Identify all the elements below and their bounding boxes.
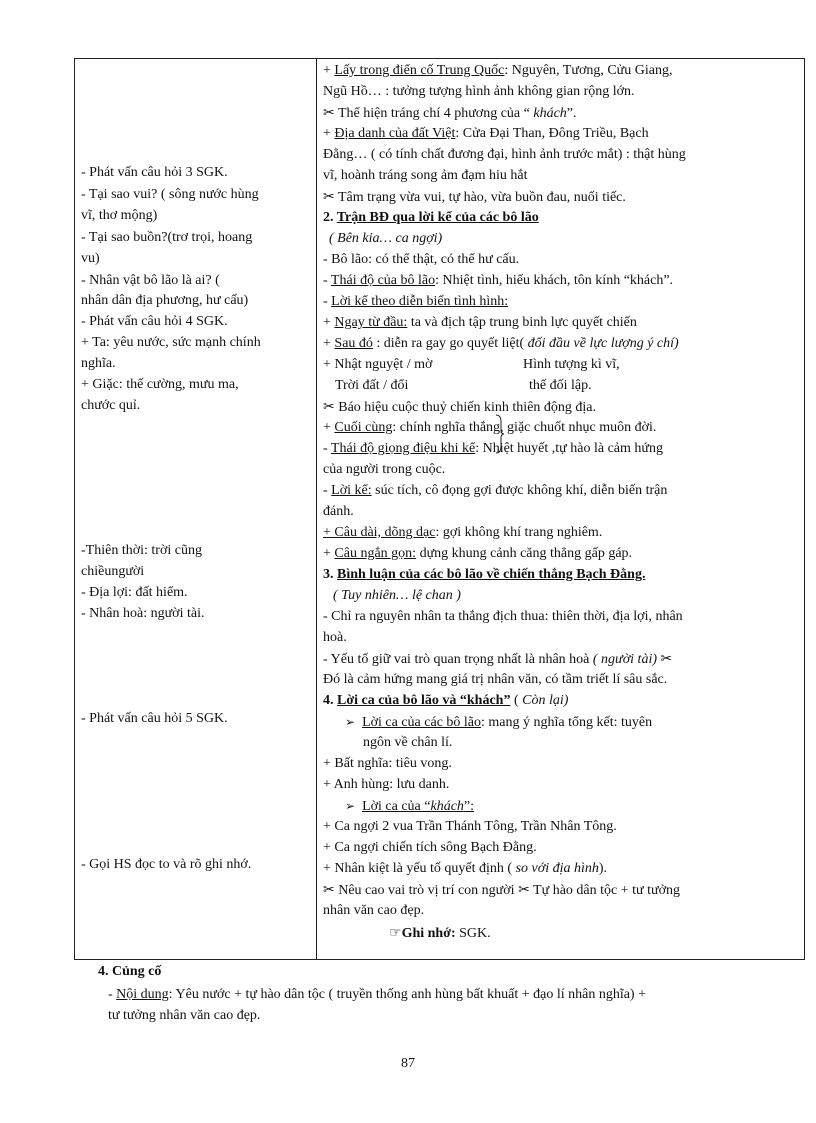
underlined-term: Cuối cùng [334, 420, 393, 435]
content-text: ta và địch tập trung binh lực quyết chiến [407, 315, 637, 330]
content-text: Báo hiệu cuộc thuỷ chiến kinh thiên động địa. [334, 400, 597, 415]
section-heading-cung-co: 4. Củng cố [98, 964, 162, 979]
underlined-term: Ngay từ đầu: [334, 315, 408, 330]
left-line: vu) [81, 251, 100, 266]
content-text: : Nhiệt huyết ,tự hào là cảm hứng [475, 441, 663, 456]
content-line [323, 649, 672, 670]
underlined-term: Thái độ của bô lão [330, 273, 436, 288]
content-line [323, 397, 596, 418]
underlined-term: Sau đó [334, 336, 373, 351]
content-text: súc tích, cô đọng gợi được không khí, diễn biến trận [371, 483, 668, 498]
scissors-icon: ✂ [323, 105, 335, 121]
content-text: : mang ý nghĩa tổng kết: tuyên [481, 715, 653, 730]
content-line: Đó là cảm hứng mang giá trị nhân văn, có tầm triết lí sâu sắc. [323, 672, 668, 687]
content-line: + Lấy trong điển cố Trung Quốc: Nguyên, Tương, Cửu Giang, [323, 63, 673, 78]
heading-text: Trận BĐ qua lời kể của các bô lão [336, 210, 539, 225]
content-line: + Anh hùng: lưu danh. [323, 777, 450, 792]
left-line: + Giặc: thế cường, mưu ma, [81, 377, 239, 392]
content-text: Thể hiện tráng chí 4 phương của “ [334, 106, 534, 121]
heading-text: Bình luận của các bô lão về chiến thắng Bạch Đằng. [337, 567, 646, 582]
content-text: : diễn ra gay go quyết liệt( [372, 336, 525, 351]
italic-text: khách [533, 106, 567, 121]
underlined-term: Lời ca của các bô lão [362, 715, 482, 730]
section-heading-4 [323, 691, 568, 711]
content-line: + Địa danh của đất Việt: Cửa Đại Than, Đông Triều, Bạch [323, 126, 649, 141]
italic-text: khách [430, 799, 464, 814]
content-line [323, 523, 602, 543]
content-text: ”: [463, 799, 475, 814]
content-text: Tâm trạng vừa vui, tự hào, vừa buồn đau, nuối tiếc. [334, 190, 626, 205]
section-subheading: ( Bên kia… ca ngợi) [329, 231, 443, 246]
content-line: - Chỉ ra nguyên nhân ta thắng địch thua: thiên thời, địa lợi, nhân [323, 609, 683, 624]
heading-number: 3. [323, 567, 337, 582]
scissors-icon: ✂ [518, 882, 530, 898]
italic-text: đối đầu về lực lượng ý chí) [524, 336, 679, 351]
content-text: : chính nghĩa thắng, giặc chuốt nhục muôn đời. [392, 420, 657, 435]
left-line: vĩ, thơ mộng) [81, 208, 158, 223]
left-line: nghĩa. [81, 356, 116, 371]
underlined-term: Lời kể: [331, 483, 372, 498]
content-line: Đằng… ( có tính chất đương đại, hình ảnh trước mắt) : thật hùng [323, 147, 686, 162]
content-line: + Cuối cùng: chính nghĩa thắng, giặc chuốt nhục muôn đời. [323, 420, 657, 435]
italic-text: Còn lại) [522, 693, 569, 708]
content-line: - Thái độ của bô lão: Nhiệt tình, hiếu khách, tôn kính “khách”. [323, 273, 674, 288]
left-line: chước quỉ. [81, 398, 141, 413]
content-line: Hình tượng kì vĩ, [523, 357, 620, 372]
content-line: + Sau đó : diễn ra gay go quyết liệt( đối đầu về lực lượng ý chí) [323, 336, 679, 351]
section-heading-2 [323, 208, 539, 228]
content-line: đánh. [323, 504, 354, 519]
content-text: dựng khung cảnh căng thẳng gấp gáp. [416, 546, 633, 561]
content-line: + Ngay từ đầu: ta và địch tập trung binh lực quyết chiến [323, 315, 637, 330]
italic-text: so với địa hình [515, 861, 599, 876]
lesson-table [74, 58, 805, 960]
scissors-icon: ✂ [323, 882, 335, 898]
content-line [323, 859, 607, 879]
ghi-nho-line [389, 923, 491, 944]
left-line: + Ta: yêu nước, sức mạnh chính [81, 335, 261, 350]
content-line: nhân văn cao đẹp. [323, 903, 425, 918]
underlined-term [362, 799, 474, 814]
content-text: : gợi không khí trang nghiêm. [435, 525, 603, 540]
footer-line: tư tưởng nhân văn cao đẹp. [108, 1008, 261, 1023]
right-brace-icon [495, 414, 505, 454]
column-divider [316, 59, 317, 959]
content-line [345, 796, 474, 817]
heading-number: 4. [323, 693, 337, 708]
left-line: - Nhân hoà: người tài. [81, 606, 205, 621]
content-text: ( [510, 693, 523, 708]
content-text: ”. [566, 106, 577, 121]
left-line: -Thiên thời: trời cũng [81, 543, 202, 558]
content-line: + Nhật nguyệt / mờ [323, 357, 433, 372]
left-line: - Gọi HS đọc to và rõ ghi nhớ. [81, 857, 252, 872]
heading-text: Lời ca của bô lão và “khách” [337, 693, 511, 708]
page-number: 87 [401, 1056, 415, 1071]
content-line: - Lời kể theo diễn biến tình hình: [323, 294, 509, 309]
content-line: - Lời kể: súc tích, cô đọng gợi được không khí, diễn biến trận [323, 483, 668, 498]
left-line: - Địa lợi: đất hiểm. [81, 585, 188, 600]
left-line: - Phát vấn câu hỏi 5 SGK. [81, 711, 228, 726]
content-line: + Ca ngợi chiến tích sông Bạch Đằng. [323, 840, 537, 855]
content-line: - Thái độ giọng điệu khi kể: Nhiệt huyết ,tự hào là cảm hứng [323, 441, 663, 456]
content-line: của người trong cuộc. [323, 462, 446, 477]
left-line: - Nhân vật bô lão là ai? ( [81, 273, 220, 288]
content-line [345, 712, 652, 733]
arrow-bullet-icon: ➢ [345, 715, 356, 729]
content-text: : Nguyên, Tương, Cửu Giang, [504, 63, 673, 78]
content-line: vĩ, hoành tráng song ảm đạm hiu hắt [323, 168, 528, 183]
content-line: - Bô lão: có thể thật, có thể hư cấu. [323, 252, 520, 267]
content-text: Lời ca của “ [362, 799, 431, 814]
content-line [323, 103, 577, 124]
underlined-term: Địa danh của đất Việt [334, 126, 456, 141]
content-text: : Yêu nước + tự hào dân tộc ( truyền thống anh hùng bất khuất + đạo lí nhân nghĩa) + [168, 987, 646, 1002]
content-line: Ngũ Hồ… : tưởng tượng hình ảnh không gian rộng lớn. [323, 84, 635, 99]
underlined-term: Thái độ giọng điệu khi kể [330, 441, 476, 456]
content-text: - Yếu tố giữ vai trò quan trọng nhất là nhân hoà [323, 652, 593, 667]
content-text: + Nhân kiệt là yếu tố quyết định ( [323, 861, 516, 876]
underlined-term: Lời kể theo diễn biến tình hình: [331, 294, 509, 309]
footer-line: - Nội dung: Yêu nước + tự hào dân tộc ( truyền thống anh hùng bất khuất + đạo lí nhân nghĩa) + [108, 987, 646, 1002]
content-text: SGK. [455, 926, 491, 941]
content-text: : Cửa Đại Than, Đông Triều, Bạch [455, 126, 649, 141]
arrow-bullet-icon: ➢ [345, 799, 356, 813]
content-line: ngôn về chân lí. [363, 735, 453, 750]
left-line: chiềungười [81, 564, 145, 579]
content-text: Nêu cao vai trò vị trí con người [334, 883, 519, 898]
content-text: Tự hào dân tộc + tư tưởng [529, 883, 680, 898]
content-line [323, 187, 626, 208]
content-line: Trời đất / đổi [335, 378, 409, 393]
section-heading-3 [323, 565, 645, 585]
underlined-term: Nội dung [116, 987, 169, 1002]
content-line: hoà. [323, 630, 347, 645]
content-line: + Bất nghĩa: tiêu vong. [323, 756, 452, 771]
left-line: - Phát vấn câu hỏi 3 SGK. [81, 165, 228, 180]
left-line: - Tại sao vui? ( sông nước hùng [81, 187, 259, 202]
left-line: nhân dân địa phương, hư cấu) [81, 293, 249, 308]
underlined-term: + Câu dài, dõng dạc [323, 525, 436, 540]
bold-label: Ghi nhớ: [401, 926, 456, 941]
scissors-icon: ✂ [323, 189, 335, 205]
scissors-icon: ✂ [323, 399, 335, 415]
heading-number: 2. [323, 210, 337, 225]
section-subheading: ( Tuy nhiên… lệ chan ) [333, 588, 461, 603]
content-line: + Ca ngợi 2 vua Trần Thánh Tông, Trần Nhân Tông. [323, 819, 617, 834]
left-line: - Phát vấn câu hỏi 4 SGK. [81, 314, 228, 329]
left-line: - Tại sao buồn?(trơ trọi, hoang [81, 230, 253, 245]
underlined-term: Câu ngắn gọn: [334, 546, 417, 561]
content-line: + Câu ngắn gọn: dựng khung cảnh căng thẳng gấp gáp. [323, 546, 633, 561]
pointing-hand-icon: ☞ [389, 925, 402, 941]
italic-text: ( người tài) [592, 652, 657, 667]
content-text: ). [598, 861, 608, 876]
underlined-term: Lấy trong điển cố Trung Quốc [334, 63, 505, 78]
content-text: : Nhiệt tình, hiếu khách, tôn kính “khách”. [435, 273, 674, 288]
content-line [323, 880, 680, 901]
content-line: thế đối lập. [529, 378, 592, 393]
scissors-icon: ✂ [660, 651, 673, 667]
